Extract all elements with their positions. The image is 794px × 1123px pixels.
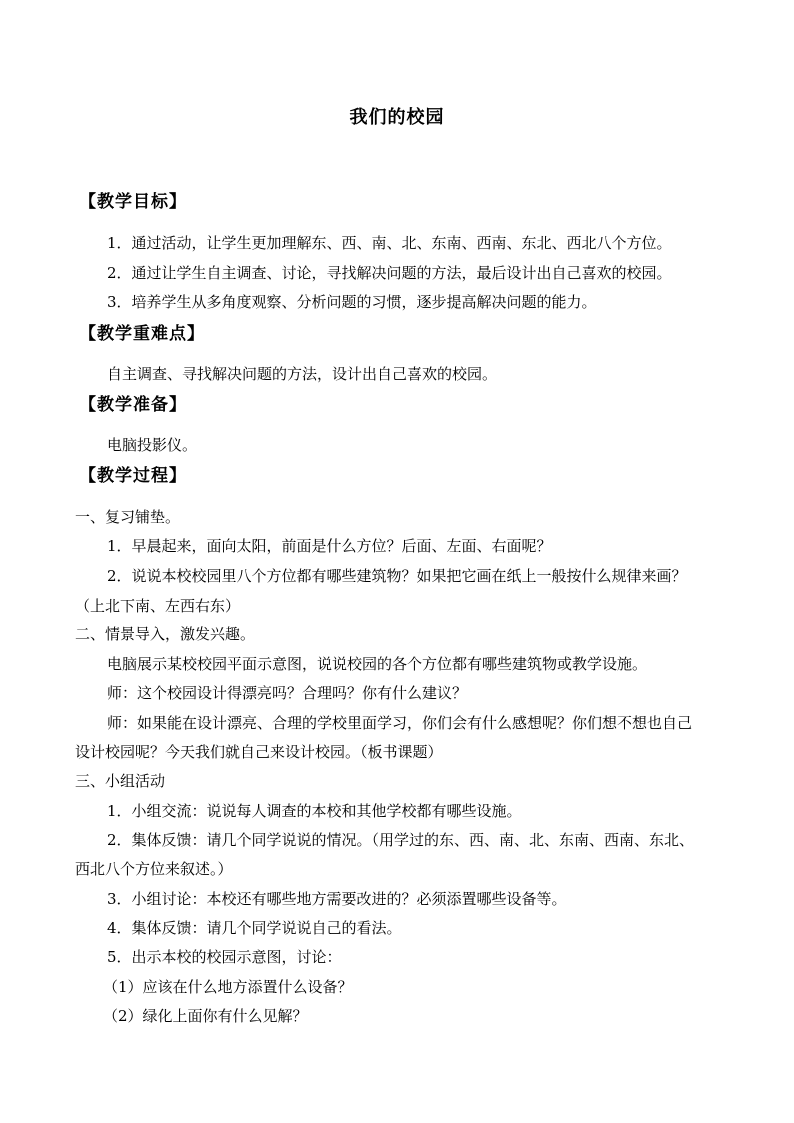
process-line: 2．集体反馈：请几个同学说说的情况。（用学过的东、西、南、北、东南、西南、东北、 bbox=[107, 831, 695, 849]
process-line: 3．小组讨论：本校还有哪些地方需要改进的？必须添置哪些设备等。 bbox=[107, 890, 567, 908]
process-line: 2．说说本校校园里八个方位都有哪些建筑物？如果把它画在纸上一般按什么规律来画？ bbox=[107, 567, 687, 585]
process-line: 1．早晨起来，面向太阳，前面是什么方位？后面、左面、右面呢？ bbox=[107, 537, 552, 555]
page-title: 我们的校园 bbox=[349, 107, 445, 128]
goal-item-2: 2．通过让学生自主调查、讨论，寻找解决问题的方法，最后设计出自己喜欢的校园。 bbox=[107, 264, 672, 282]
key-points-text: 自主调查、寻找解决问题的方法，设计出自己喜欢的校园。 bbox=[107, 365, 498, 383]
process-line: （上北下南、左西右东） bbox=[75, 597, 241, 615]
process-part-heading: 一、复习铺垫。 bbox=[75, 508, 181, 526]
process-line: 4．集体反馈：请几个同学说说自己的看法。 bbox=[107, 919, 402, 937]
process-part-heading: 二、情景导入，激发兴趣。 bbox=[75, 625, 256, 643]
process-line: 1．小组交流：说说每人调查的本校和其他学校都有哪些设施。 bbox=[107, 802, 522, 820]
goal-item-1: 1．通过活动，让学生更加理解东、西、南、北、东南、西南、东北、西北八个方位。 bbox=[107, 234, 672, 252]
section-heading-process: 【教学过程】 bbox=[79, 466, 187, 486]
process-line: 师：这个校园设计得漂亮吗？合理吗？你有什么建议？ bbox=[107, 684, 468, 702]
goal-item-3: 3．培养学生从多角度观察、分析问题的习惯，逐步提高解决问题的能力。 bbox=[107, 293, 597, 311]
process-line: 5．出示本校的校园示意图，讨论： bbox=[107, 948, 342, 966]
process-line: （1）应该在什么地方添置什么设备？ bbox=[103, 978, 353, 996]
section-heading-goals: 【教学目标】 bbox=[79, 192, 187, 212]
process-line: 电脑展示某校校园平面示意图，说说校园的各个方位都有哪些建筑物或教学设施。 bbox=[107, 655, 648, 673]
process-part-heading: 三、小组活动 bbox=[75, 772, 166, 790]
preparation-text: 电脑投影仪。 bbox=[107, 436, 198, 454]
process-line: 师：如果能在设计漂亮、合理的学校里面学习，你们会有什么感想呢？你们想不想也自己 bbox=[107, 714, 693, 732]
process-line: 西北八个方位来叙述。） bbox=[75, 860, 233, 878]
section-heading-preparation: 【教学准备】 bbox=[79, 395, 187, 415]
process-line: （2）绿化上面你有什么见解？ bbox=[103, 1007, 308, 1025]
process-line: 设计校园呢？今天我们就自己来设计校园。（板书课题） bbox=[75, 743, 443, 761]
section-heading-key-points: 【教学重难点】 bbox=[79, 324, 205, 344]
